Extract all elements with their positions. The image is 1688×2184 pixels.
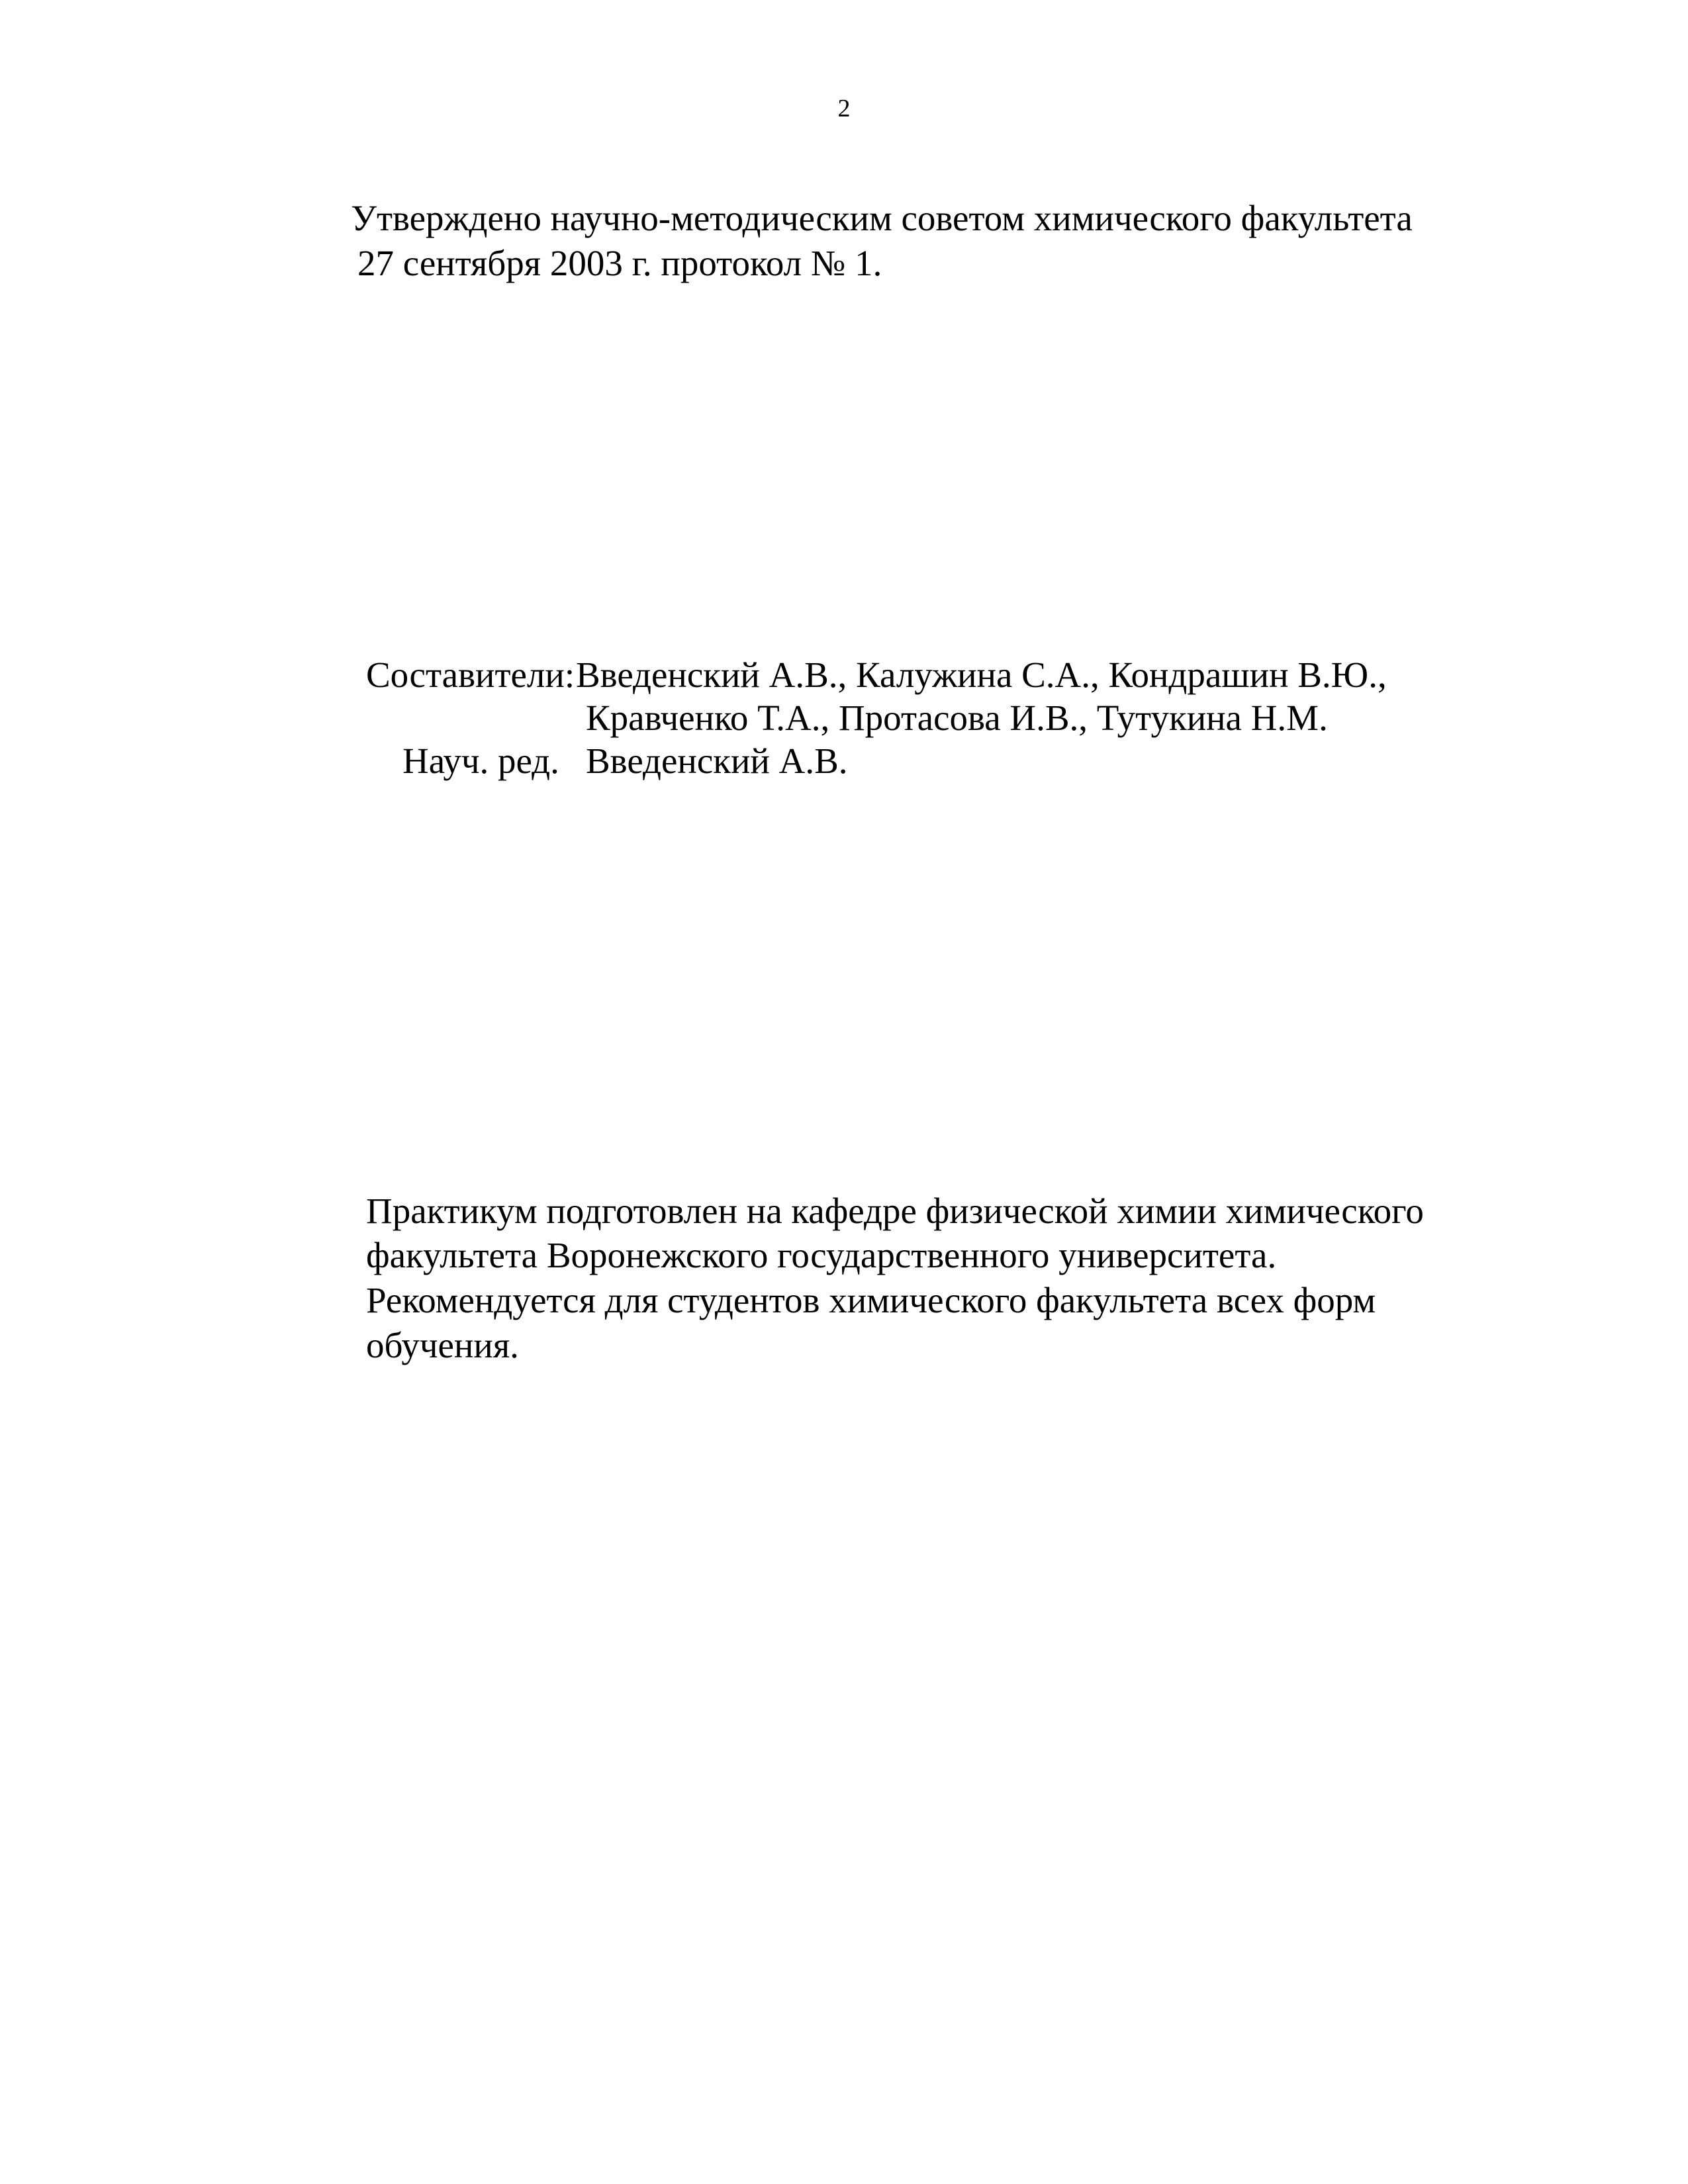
note-line: Рекомендуется для студентов химического факультета всех форм — [366, 1280, 1376, 1320]
editor-value: Введенский А.В. — [586, 741, 848, 781]
note-line: факультета Воронежского государственного университета. — [366, 1235, 1277, 1275]
authors-line: Кравченко Т.А., Протасова И.В., Тутукина Н.М. — [586, 698, 1328, 738]
authors-label: Составители: — [366, 655, 575, 695]
note-line: обучения. — [366, 1325, 519, 1365]
approval-line: Утверждено научно-методическим советом химического факультета — [351, 198, 1413, 238]
approval-line: 27 сентября 2003 г. протокол № 1. — [357, 243, 882, 283]
page-number: 2 — [837, 95, 851, 122]
editor-label: Науч. ред. — [402, 741, 559, 781]
authors-line: Введенский А.В., Калужина С.А., Кондрашин В.Ю., — [576, 655, 1387, 695]
note-line: Практикум подготовлен на кафедре физической химии химического — [366, 1191, 1424, 1231]
